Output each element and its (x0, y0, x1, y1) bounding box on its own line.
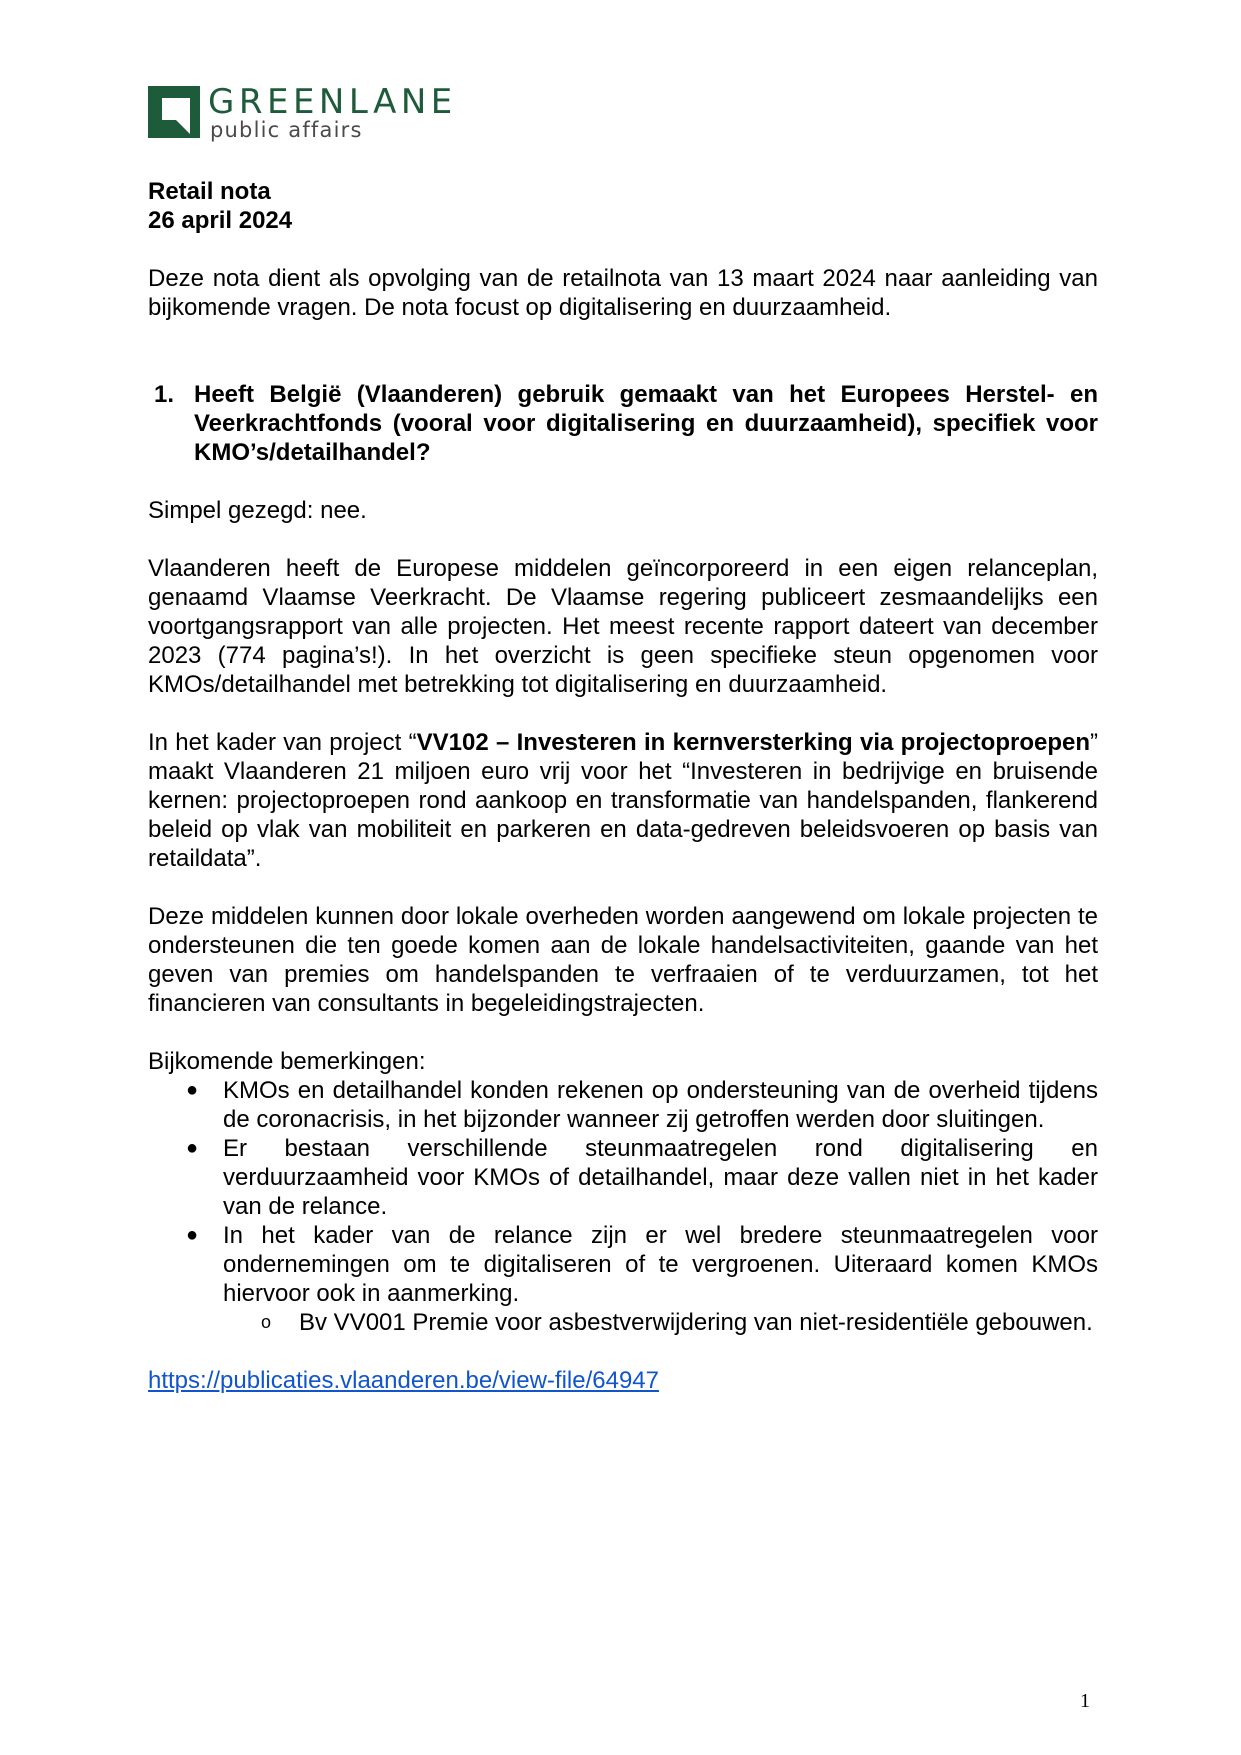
intro-paragraph: Deze nota dient als opvolging van de retailnota van 13 maart 2024 naar aanleiding van bijkomende vragen. De nota focust op digitalisering en duurzaamheid. (148, 265, 1098, 321)
subitem-text: Bv VV001 Premie voor asbestverwijdering van niet-residentiële gebouwen. (299, 1309, 1093, 1336)
remark-text: KMOs en detailhandel konden rekenen op ondersteuning van de overheid tijdens de coronacrisis, in het bijzonder wanneer zij getroffen werden door sluitingen. (223, 1077, 1098, 1133)
short-answer: Simpel gezegd: nee. (148, 497, 367, 524)
vv102-post: ” maakt Vlaanderen 21 miljoen euro vrij voor het “Investeren in bedrijvige en bruisende kernen: projectoproepen rond aankoop en transformatie van handelspanden, flankerend beleid op vlak van mobiliteit en parkeren en data-gedreven beleidsvoeren op basis van retaildata”. (148, 729, 1099, 872)
source-link[interactable]: https://publicaties.vlaanderen.be/view-file/64947 (148, 1367, 659, 1394)
greenlane-logo-icon (148, 86, 200, 138)
remarks-sublist (148, 1308, 1098, 1337)
remark-text: In het kader van de relance zijn er wel bredere steunmaatregelen voor ondernemingen om te digitaliseren of te vergroenen. Uiteraard komen KMOs hiervoor ook in aanmerking. (223, 1222, 1098, 1307)
question-text: Heeft België (Vlaanderen) gebruik gemaakt van het Europees Herstel- en Veerkrachtfonds (vooral voor digitalisering en duurzaamheid), specifiek voor KMO’s/detailhandel? (194, 381, 1098, 466)
bullet-icon: ● (186, 1224, 199, 1246)
circle-bullet-icon: o (261, 1312, 272, 1332)
list-item (261, 1308, 1098, 1337)
paragraph-relanceplan: Vlaanderen heeft de Europese middelen geïncorporeerd in een eigen relanceplan, genaamd Vlaamse Veerkracht. De Vlaamse regering publiceert zesmaandelijks een voortgangsrapport van alle projecten. Het meest recente rapport dateert van december 2023 (774 pagina’s!). In het overzicht is geen specifieke steun opgenomen voor KMOs/detailhandel met betrekking tot digitalisering en duurzaamheid. (148, 555, 1098, 698)
link-paragraph (148, 1366, 1098, 1395)
logo-subtitle: public affairs (210, 118, 363, 142)
list-item (186, 1134, 1098, 1221)
question-number: 1. (154, 381, 175, 408)
logo-name: GREENLANE (208, 82, 457, 122)
remark-text: Er bestaan verschillende steunmaatregelen rond digitalisering en verduurzaamheid voor KMOs of detailhandel, maar deze vallen niet in het kader van de relance. (223, 1135, 1098, 1220)
list-item (186, 1221, 1098, 1308)
bullet-icon: ● (186, 1079, 199, 1101)
paragraph-lokale-overheden: Deze middelen kunnen door lokale overheden worden aangewend om lokale projecten te ondersteunen die ten goede komen aan de lokale handelsactiviteiten, gaande van het geven van premies om handelspanden te verfraaien of te verduurzamen, tot het financieren van consultants in begeleidingstrajecten. (148, 903, 1098, 1017)
paragraph-vv102 (148, 728, 1098, 873)
list-item (186, 1076, 1098, 1134)
bullet-icon: ● (186, 1137, 199, 1159)
document-body (148, 177, 1098, 1395)
vv102-pre: In het kader van project “ (148, 729, 417, 756)
remarks-list (148, 1076, 1098, 1308)
vv102-project-name: VV102 – Investeren in kernversterking via projectoproepen (416, 729, 1091, 756)
document-title: Retail nota (148, 178, 271, 205)
remarks-label: Bijkomende bemerkingen: (148, 1048, 426, 1075)
question-1 (148, 380, 1098, 467)
page-number: 1 (1080, 1690, 1090, 1712)
document-date: 26 april 2024 (148, 207, 293, 234)
